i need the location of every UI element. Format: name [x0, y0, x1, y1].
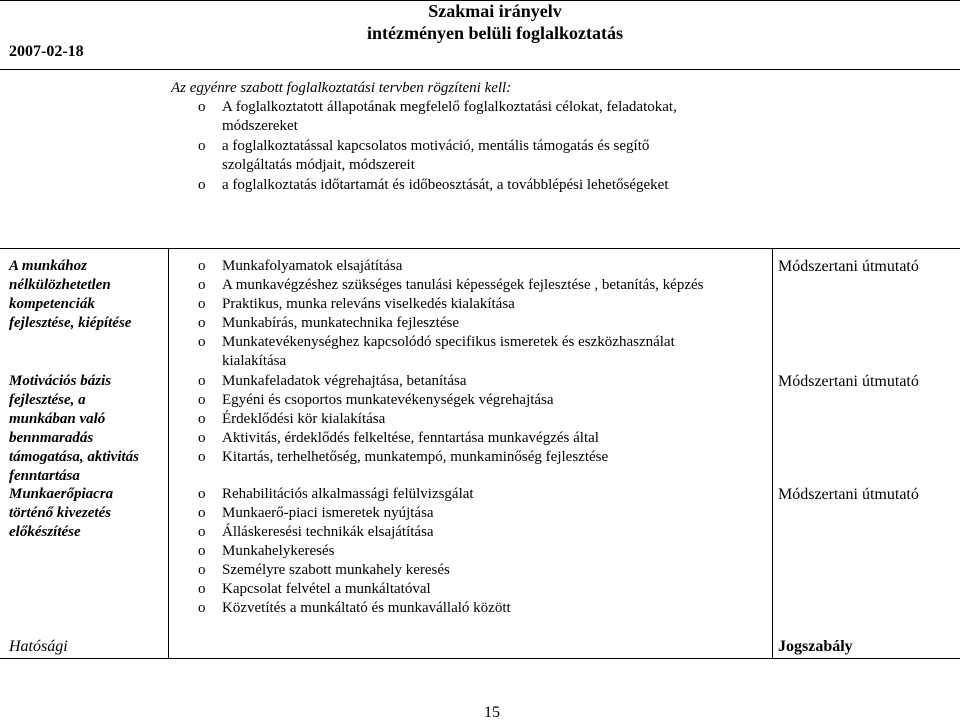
- document-date: 2007-02-18: [9, 43, 84, 60]
- list-item: [198, 372, 768, 391]
- section-label-line: munkában való: [9, 411, 106, 427]
- section-label-line: fenntartása: [9, 468, 80, 484]
- bullet: o: [198, 277, 206, 293]
- section-label: [9, 257, 131, 333]
- list-item: [198, 333, 768, 371]
- intro-item-line: a foglalkoztatás időtartamát és időbeosztását, a továbblépési lehetőségeket: [222, 177, 669, 193]
- bullet: o: [198, 373, 206, 389]
- section-reference: Módszertani útmutató: [778, 258, 919, 275]
- column-divider-left: [168, 248, 169, 658]
- bullet: o: [198, 562, 206, 578]
- section-list: [198, 485, 768, 618]
- list-item-text: Munkafolyamatok elsajátítása: [222, 258, 403, 274]
- list-item: [198, 429, 768, 448]
- section-label-line: bennmaradás: [9, 430, 94, 446]
- section-reference: Módszertani útmutató: [778, 486, 919, 503]
- intro-item-line: A foglalkoztatott állapotának megfelelő foglalkoztatási célokat, feladatokat,: [222, 99, 677, 115]
- intro-item: [198, 176, 758, 195]
- page-number: 15: [484, 704, 500, 721]
- list-item: [198, 276, 768, 295]
- bullet: o: [198, 430, 206, 446]
- list-item-text: Személyre szabott munkahely keresés: [222, 562, 450, 578]
- list-item-text: Praktikus, munka releváns viselkedés kialakítása: [222, 296, 515, 312]
- list-item: [198, 410, 768, 429]
- bullet: o: [198, 296, 206, 312]
- list-item: [198, 523, 768, 542]
- column-divider-right: [772, 248, 773, 658]
- list-item-text: Munkatevékenységhez kapcsolódó specifikus ismeretek és eszközhasználat: [222, 334, 675, 350]
- list-item-text: Munkahelykeresés: [222, 543, 335, 559]
- section-label-line: előkészítése: [9, 524, 81, 540]
- bullet: o: [198, 486, 206, 502]
- table-bottom-rule: [0, 658, 960, 659]
- list-item: [198, 485, 768, 504]
- section-label-line: nélkülözhetetlen: [9, 277, 111, 293]
- intro-heading: Az egyénre szabott foglalkoztatási tervben rögzíteni kell:: [171, 80, 512, 96]
- list-item-text: Kitartás, terhelhetőség, munkatempó, munkaminőség fejlesztése: [222, 449, 609, 465]
- bullet: o: [198, 334, 206, 350]
- intro-item-line: a foglalkoztatással kapcsolatos motiváció, mentális támogatás és segítő: [222, 138, 650, 154]
- section-label: [9, 372, 139, 486]
- section-label-line: fejlesztése, a: [9, 392, 86, 408]
- list-item-text: Aktivitás, érdeklődés felkeltése, fenntartása munkavégzés által: [222, 430, 599, 446]
- section-list: [198, 372, 768, 467]
- bullet: o: [198, 392, 206, 408]
- section-label-line: Motivációs bázis: [9, 373, 112, 389]
- document-title-line-1: Szakmai irányelv: [428, 1, 562, 21]
- intro-item: [198, 98, 758, 136]
- list-item-text: Egyéni és csoportos munkatevékenységek végrehajtása: [222, 392, 554, 408]
- list-item: [198, 295, 768, 314]
- list-item: [198, 580, 768, 599]
- list-item: [198, 257, 768, 276]
- bullet: o: [198, 411, 206, 427]
- list-item-text: kialakítása: [222, 353, 287, 369]
- list-item-text: Munkabírás, munkatechnika fejlesztése: [222, 315, 459, 331]
- list-item: [198, 391, 768, 410]
- document-title: [260, 0, 730, 44]
- header-bottom-rule: [0, 69, 960, 70]
- section-label-line: Munkaerőpiacra: [9, 486, 114, 502]
- section-label-line: történő kivezetés: [9, 505, 112, 521]
- intro-item-line: módszereket: [222, 118, 298, 134]
- list-item: [198, 542, 768, 561]
- document-title-line-2: intézményen belüli foglalkoztatás: [367, 23, 623, 43]
- bullet: o: [198, 543, 206, 559]
- list-item-text: Munkaerő-piaci ismeretek nyújtása: [222, 505, 434, 521]
- section-label-line: A munkához: [9, 258, 87, 274]
- list-item-text: Érdeklődési kör kialakítása: [222, 411, 386, 427]
- list-item-text: A munkavégzéshez szükséges tanulási képességek fejlesztése , betanítás, képzés: [222, 277, 704, 293]
- list-item: [198, 561, 768, 580]
- section-list: [198, 257, 768, 371]
- bullet: o: [198, 505, 206, 521]
- footer-row-label: Hatósági: [9, 638, 68, 655]
- list-item: [198, 448, 768, 467]
- list-item: [198, 314, 768, 333]
- intro-item-line: szolgáltatás módjait, módszereit: [222, 157, 415, 173]
- bullet: o: [198, 258, 206, 274]
- section-label-line: fejlesztése, kiépítése: [9, 315, 132, 331]
- intro-list: [198, 98, 758, 195]
- intro-item: [198, 137, 758, 175]
- section-reference: Módszertani útmutató: [778, 373, 919, 390]
- list-item-text: Munkafeladatok végrehajtása, betanítása: [222, 373, 467, 389]
- bullet: o: [198, 600, 206, 616]
- section-label: [9, 485, 113, 542]
- bullet: o: [198, 581, 206, 597]
- section-label-line: támogatása, aktivitás: [9, 449, 140, 465]
- list-item: [198, 504, 768, 523]
- list-item: [198, 599, 768, 618]
- bullet: o: [198, 177, 206, 193]
- section-label-line: kompetenciák: [9, 296, 95, 312]
- list-item-text: Rehabilitációs alkalmassági felülvizsgálat: [222, 486, 474, 502]
- table-top-rule: [0, 248, 960, 249]
- bullet: o: [198, 524, 206, 540]
- bullet: o: [198, 138, 206, 154]
- footer-row-reference: Jogszabály: [778, 638, 853, 655]
- list-item-text: Kapcsolat felvétel a munkáltatóval: [222, 581, 431, 597]
- list-item-text: Álláskeresési technikák elsajátítása: [222, 524, 434, 540]
- list-item-text: Közvetítés a munkáltató és munkavállaló között: [222, 600, 511, 616]
- bullet: o: [198, 315, 206, 331]
- bullet: o: [198, 99, 206, 115]
- bullet: o: [198, 449, 206, 465]
